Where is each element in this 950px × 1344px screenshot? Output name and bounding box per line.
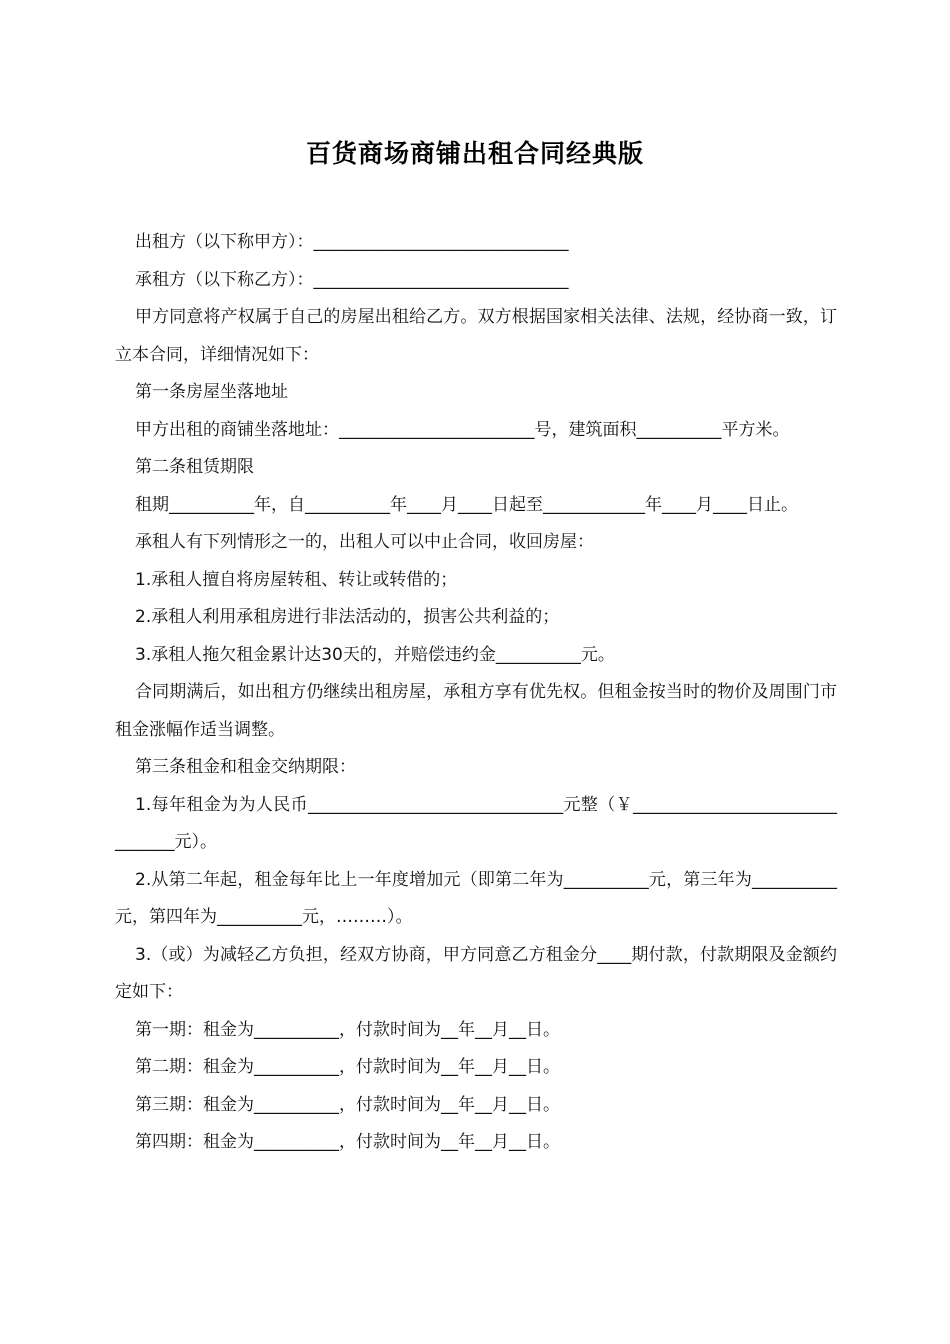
installment-3: 第三期：租金为__________，付款时间为__年__月__日。: [135, 1094, 560, 1115]
renewal-paragraph: 合同期满后，如出租方仍继续出租房屋，承租方享有优先权。但租金按当时的物价及周围门市租金涨幅作适当调整。: [115, 682, 837, 740]
termination-intro: 承租人有下列情形之一的，出租人可以中止合同，收回房屋：: [135, 532, 594, 552]
lessee-line: 承租方（以下称乙方）：______________________________: [135, 269, 569, 290]
rent-item-2: 2.从第二年起，租金每年比上一年度增加元（即第二年为__________元，第三年为__________元，第四年为__________元，………）。: [115, 869, 837, 927]
installment-1: 第一期：租金为__________，付款时间为__年__月__日。: [135, 1019, 560, 1040]
rent-item-3: 3.（或）为减轻乙方负担，经双方协商，甲方同意乙方租金分____期付款，付款期限及金额约定如下：: [115, 944, 837, 1002]
termination-item-3: 3.承租人拖欠租金累计达30天的，并赔偿违约金__________元。: [135, 644, 615, 665]
lease-term-paragraph: 租期__________年，自__________年____月____日起至____________年____月____日止。: [135, 494, 798, 515]
intro-paragraph: 甲方同意将产权属于自己的房屋出租给乙方。双方根据国家相关法律、法规，经协商一致，订立本合同，详细情况如下：: [115, 307, 837, 365]
address-paragraph: 甲方出租的商铺坐落地址：_______________________号，建筑面积__________平方米。: [135, 419, 790, 440]
rent-item-1: 1.每年租金为为人民币______________________________元整（￥_______________________________元）。: [115, 794, 837, 852]
article-2-heading: 第二条租赁期限: [135, 457, 254, 477]
termination-item-2: 2.承租人利用承租房进行非法活动的，损害公共利益的；: [135, 607, 560, 627]
lessor-line: 出租方（以下称甲方）：______________________________: [135, 232, 569, 252]
document-body: [115, 224, 837, 1162]
document-title: 百货商场商铺出租合同经典版: [305, 139, 644, 168]
termination-item-1: 1.承租人擅自将房屋转租、转让或转借的；: [135, 569, 458, 590]
installment-2: 第二期：租金为__________，付款时间为__年__月__日。: [135, 1057, 560, 1077]
article-1-heading: 第一条房屋坐落地址: [135, 382, 288, 402]
article-3-heading: 第三条租金和租金交纳期限：: [135, 757, 356, 777]
installment-4: 第四期：租金为__________，付款时间为__年__月__日。: [135, 1132, 560, 1152]
